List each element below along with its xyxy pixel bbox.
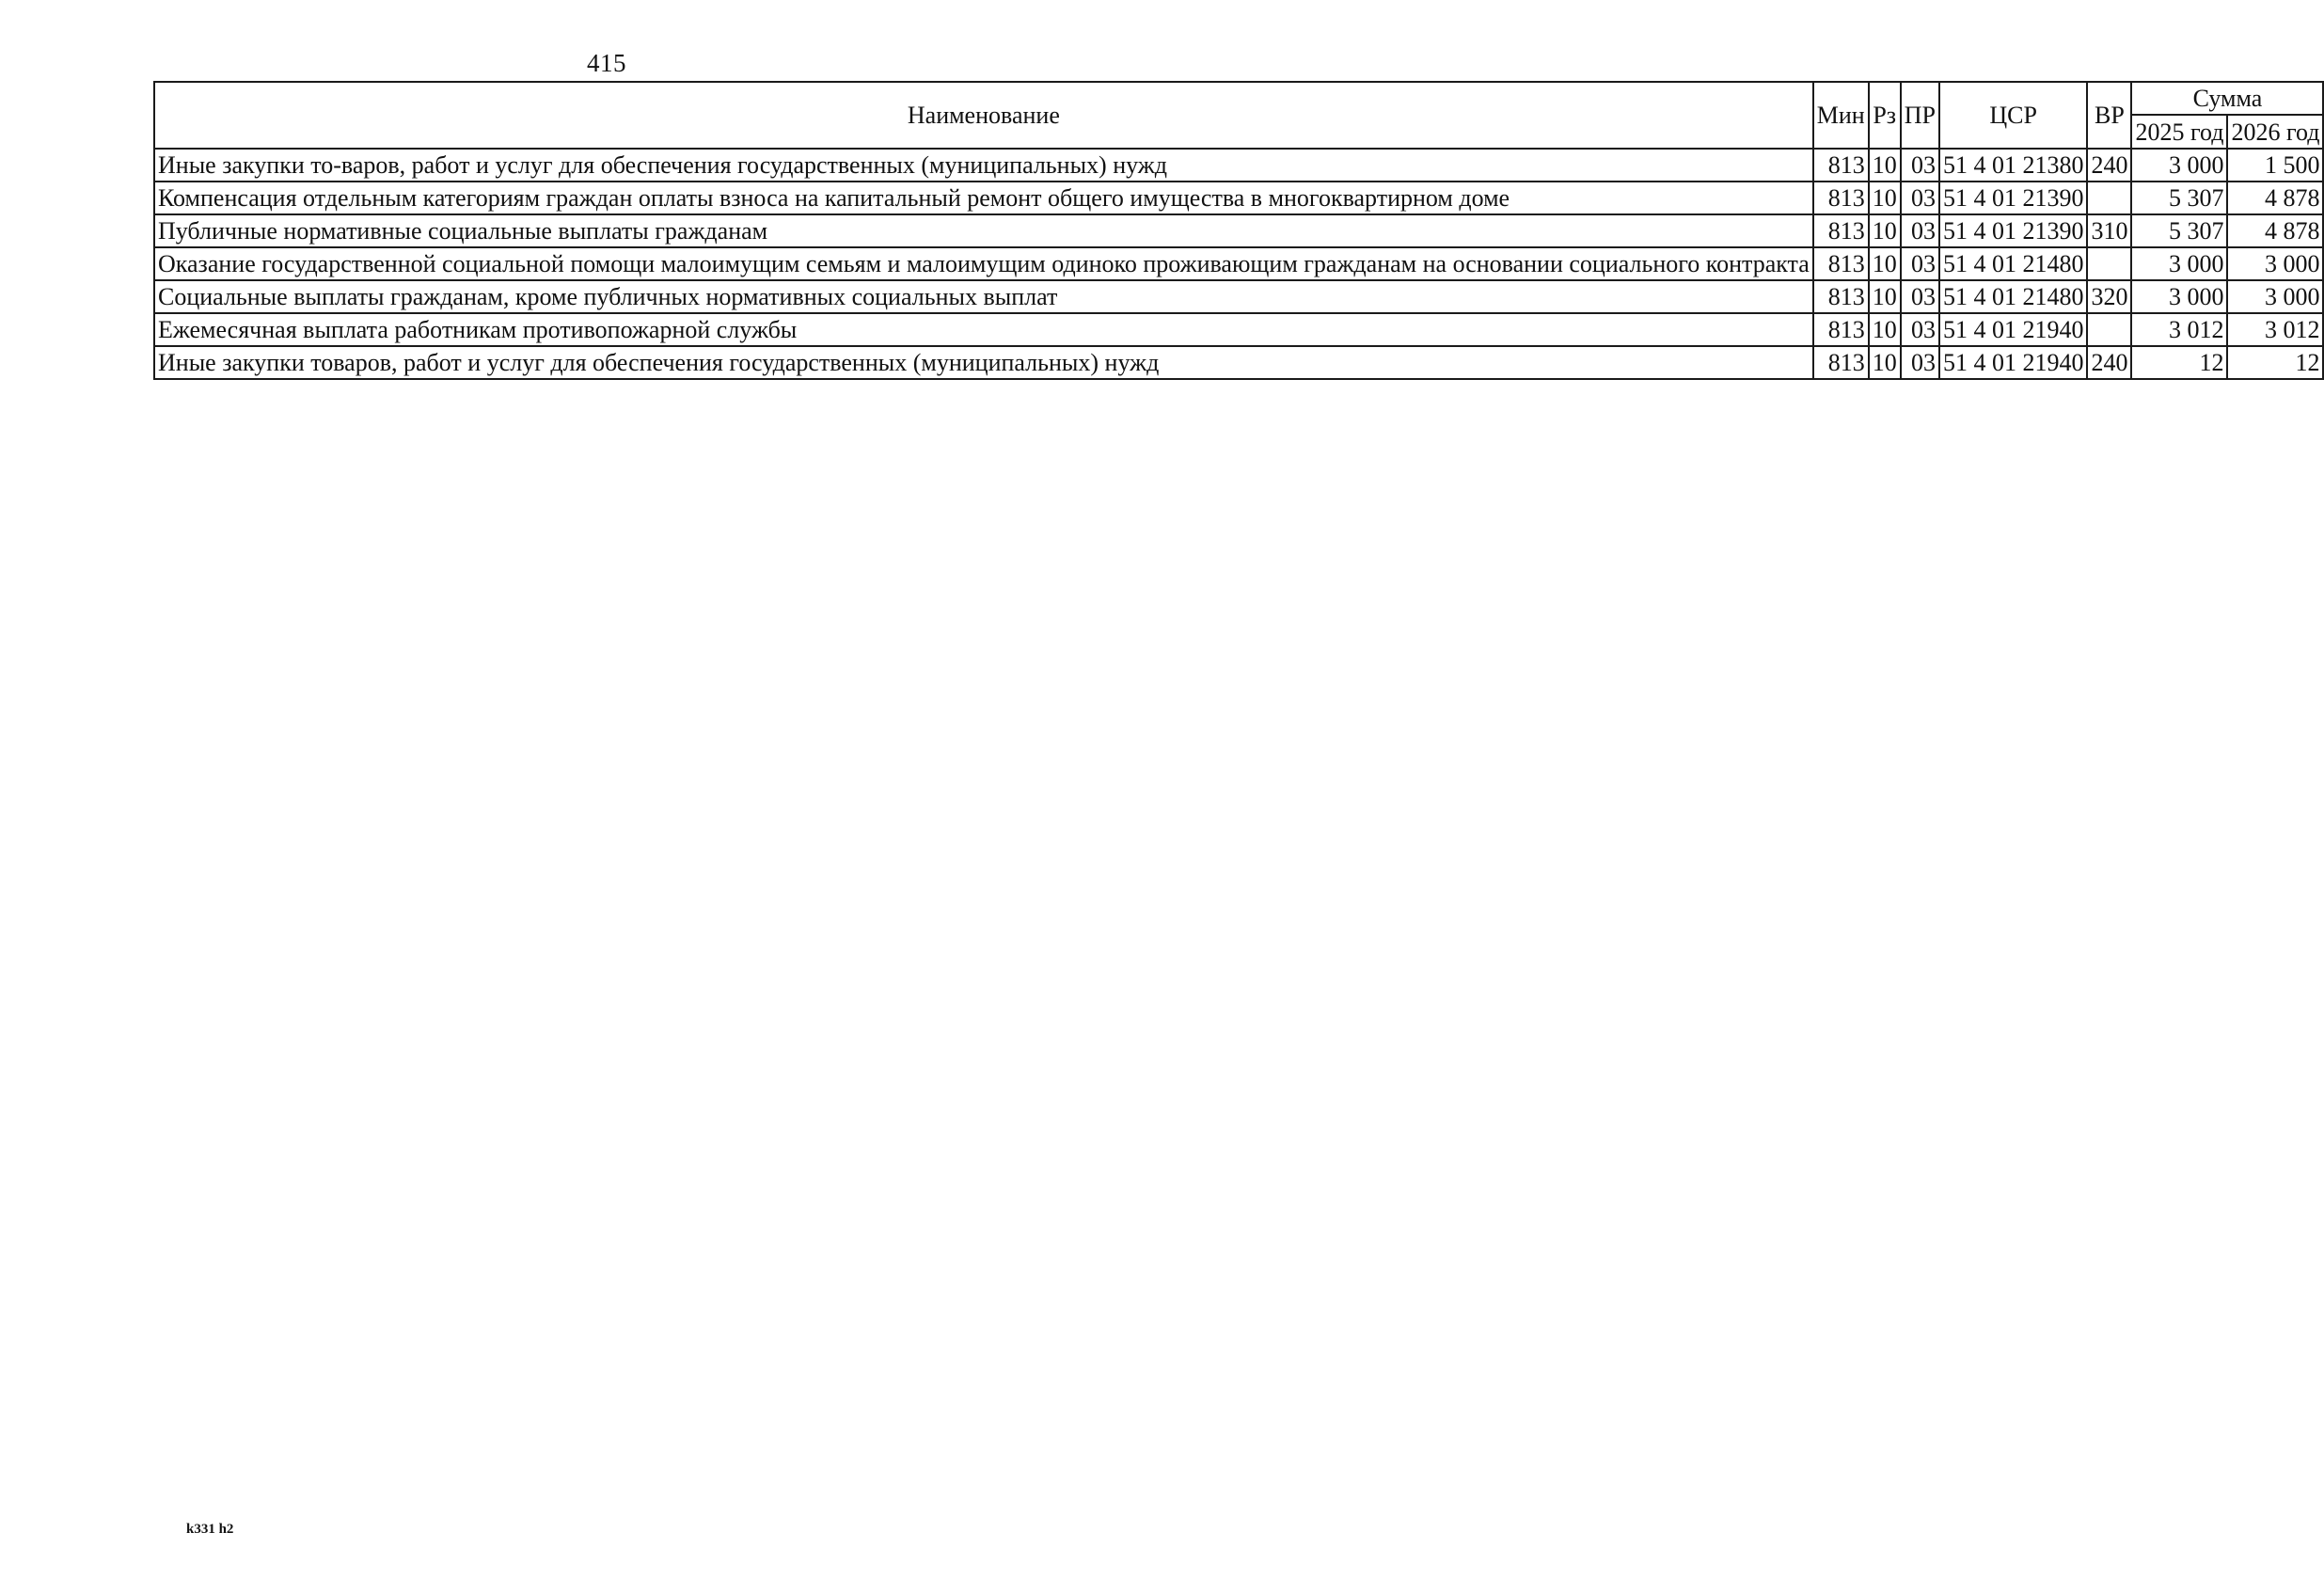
row-rz: 10 [1869,182,1901,214]
table-row [154,149,2323,182]
row-csr: 51 4 01 21390 [1939,214,2088,247]
row-sum-2026: 3 000 [2227,280,2323,313]
row-pr: 03 [1901,214,1939,247]
row-csr: 51 4 01 21380 [1939,149,2088,182]
row-sum-2025: 3 000 [2131,247,2227,280]
row-csr: 51 4 01 21940 [1939,346,2088,379]
row-rz: 10 [1869,214,1901,247]
row-pr: 03 [1901,247,1939,280]
header-vr: ВР [2087,82,2131,149]
table-row [154,182,2323,214]
row-csr: 51 4 01 21940 [1939,313,2088,346]
row-rz: 10 [1869,346,1901,379]
row-min: 813 [1813,214,1869,247]
header-csr: ЦСР [1939,82,2088,149]
row-sum-2025: 3 000 [2131,280,2227,313]
row-name: Публичные нормативные социальные выплаты гражданам [154,214,1813,247]
row-csr: 51 4 01 21390 [1939,182,2088,214]
row-sum-2025: 3 012 [2131,313,2227,346]
header-row [154,82,2323,115]
row-vr [2087,182,2131,214]
header-pr: ПР [1901,82,1939,149]
row-name: Оказание государственной социальной помощи малоимущим семьям и малоимущим одиноко проживающим гражданам на основании социального контракта [154,247,1813,280]
budget-table [153,81,2324,380]
row-rz: 10 [1869,280,1901,313]
row-vr [2087,247,2131,280]
header-name: Наименование [154,82,1813,149]
row-vr: 240 [2087,346,2131,379]
row-csr: 51 4 01 21480 [1939,247,2088,280]
row-min: 813 [1813,182,1869,214]
row-rz: 10 [1869,149,1901,182]
row-sum-2026: 4 878 [2227,214,2323,247]
footer-document-code: k331 h2 [186,1522,234,1537]
table-row [154,280,2323,313]
row-sum-2026: 1 500 [2227,149,2323,182]
row-rz: 10 [1869,313,1901,346]
row-sum-2025: 3 000 [2131,149,2227,182]
table-row [154,313,2323,346]
row-name: Ежемесячная выплата работникам противопожарной службы [154,313,1813,346]
row-min: 813 [1813,313,1869,346]
header-sum: Сумма [2131,82,2323,115]
row-pr: 03 [1901,149,1939,182]
row-pr: 03 [1901,346,1939,379]
row-min: 813 [1813,346,1869,379]
page-number: 415 [587,49,626,77]
row-sum-2026: 4 878 [2227,182,2323,214]
row-name: Компенсация отдельным категориям граждан оплаты взноса на капитальный ремонт общего имущества в многоквартирном доме [154,182,1813,214]
table-row [154,214,2323,247]
row-pr: 03 [1901,280,1939,313]
row-csr: 51 4 01 21480 [1939,280,2088,313]
header-min: Мин [1813,82,1869,149]
table-row [154,346,2323,379]
row-sum-2026: 3 000 [2227,247,2323,280]
row-name: Иные закупки товаров, работ и услуг для обеспечения государственных (муниципальных) нужд [154,346,1813,379]
row-name: Социальные выплаты гражданам, кроме публичных нормативных социальных выплат [154,280,1813,313]
row-pr: 03 [1901,182,1939,214]
row-sum-2026: 12 [2227,346,2323,379]
row-sum-2025: 12 [2131,346,2227,379]
row-vr: 310 [2087,214,2131,247]
header-year-2026: 2026 год [2227,115,2323,149]
row-sum-2025: 5 307 [2131,182,2227,214]
table-row [154,247,2323,280]
row-min: 813 [1813,280,1869,313]
row-pr: 03 [1901,313,1939,346]
row-min: 813 [1813,149,1869,182]
row-name: Иные закупки то-варов, работ и услуг для обеспечения государственных (муниципальных) нужд [154,149,1813,182]
row-vr [2087,313,2131,346]
header-rz: Рз [1869,82,1901,149]
header-year-2025: 2025 год [2131,115,2227,149]
row-min: 813 [1813,247,1869,280]
row-sum-2025: 5 307 [2131,214,2227,247]
row-vr: 320 [2087,280,2131,313]
row-rz: 10 [1869,247,1901,280]
row-vr: 240 [2087,149,2131,182]
row-sum-2026: 3 012 [2227,313,2323,346]
